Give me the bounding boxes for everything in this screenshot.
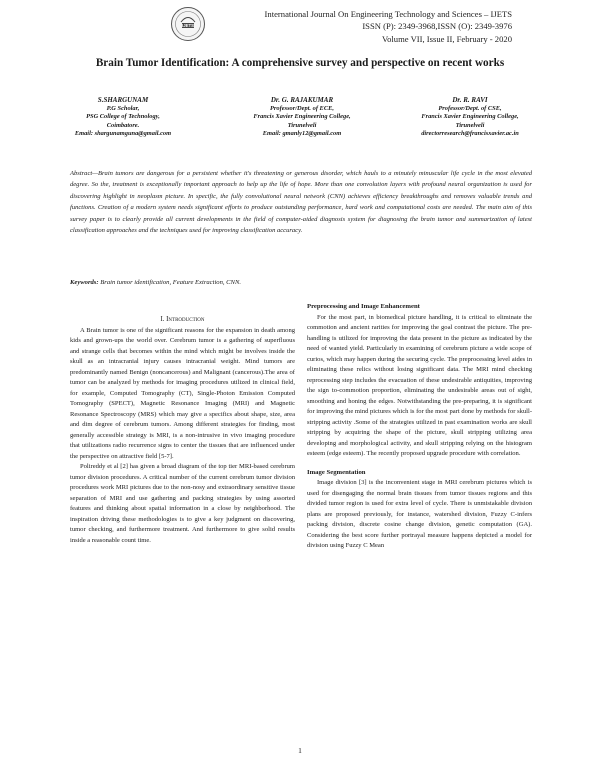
logo-text: IJETS <box>182 23 194 28</box>
paragraph: For the most part, in biomedical picture handling, it is critical to eliminate the commotion and ancient rarities for improving the goal contrast the picture. The pre-handling is utilized for improving the data present in the picture as indicated by the need of wanted yield. Particularly in examining of cerebrum picture a wide scope of curios, which may happen during the securing cycle. The preprocessing level aides in eliminating these relics without losing significant data. The MRI mind checking reprocessing step includes the evacuation of these undesirable antiquities, improving the sign to-commotion proportion, eliminating the undesirable areas out of sight, smoothing and honing the edges. Notwithstanding the pre-preparing, it is significant for improving the mind pictures which is for the most part done by methods for skull-stripping activity .Some of the strategies utilized in past examination works are skull stripping by acquiring the shape of the picture, skull stripping utilizing area developing and morphological activity, and skull stripping relying on the histogram esteem (edge esteem). The recently proposed upgrade procedure with correlation. <box>307 313 532 457</box>
paragraph: A Brain tumor is one of the significant reasons for the expansion in death among kids and grown-ups the world over. Cerebrum tumor is a gathering of superfluous and strange cells that becomes within the mind which might be involves inside the skull as an intracranial injury causes intracranial weight. Mind tumors are predominantly named Benign (noncancerous) and Malignant (cancerous).The area of tumor can be analyzed by methods for imaging procedures utilized in clinical field, for example, Computed Tomography (CT), Single-Photon Emission Computed Tomography (SPECT), Magnetic Resonance Imaging (MRI) and Magnetic Resonance Spectroscopy (MRS) which may give a specifics about shape, size, area and dim degree of cerebrum tumors. Among different strategies for finding, most generally accessible strategy is MRI, is a non-intrusive in vivo imaging procedure that utilizations radio recurrence signs to center the tissues that are influenced under the perspective on attractive field [5-7]. <box>70 326 295 460</box>
author-block <box>222 96 382 139</box>
page-number: 1 <box>298 746 302 755</box>
paragraph: Polireddy et al [2] has given a broad diagram of the top tier MRI-based cerebrum tumor division procedures. A critical number of the current cerebrum tumor division procedures work MRI pictures due to the non-nosy and extraordinary sensitive tissue separation of MRI and use gathering and packing strategies by using assorted features and thinking about spatial information in a close by neighborhood. The inspiration driving these methodologies is to give a key judgment on discovering, tumor checking, and furthermore treatment. And furthermore to give solid results inside a reasonable count time. <box>70 463 295 544</box>
author-name: Dr. G. RAJAKUMAR <box>270 96 334 104</box>
journal-name: International Journal On Engineering Technology and Sciences – IJETS <box>264 9 512 19</box>
author-affiliation: PSG College of Technology, <box>86 113 160 121</box>
paper-title: Brain Tumor Identification: A comprehensive survey and perspective on recent works <box>95 57 505 69</box>
author-email: Email: shargunamguna@gmail.com <box>74 130 172 138</box>
author-affiliation: Professor/Dept. of CSE, <box>438 104 502 112</box>
journal-header <box>265 8 512 45</box>
paragraph: Image division [3] is the inconvenient stage in MRI cerebrum pictures which is used for disengaging the normal brain tissues from tumor tissues regions and this divided tumor region is used for extra level of cycle. There is unmistakable division plans are proposed previously, for instance, watershed division, Fuzzy C-infers packing division, discrete cosine change division, genetic computation (GA). Considering the best score further portrayal measure happens depicted a model for division using Fuzzy C Mean <box>307 479 532 549</box>
author-name: Dr. R. RAVI <box>452 96 488 104</box>
journal-logo <box>170 6 206 42</box>
author-affiliation: Tirunelveli <box>287 121 317 129</box>
author-name: S.SHARGUNAM <box>97 96 149 104</box>
author-email: directorresearch@francisxavier.ac.in <box>421 130 519 138</box>
section-number: I. <box>160 316 165 323</box>
keywords <box>70 279 241 286</box>
subsection-heading: Image Segmentation <box>307 468 366 476</box>
author-block <box>385 96 555 139</box>
author-affiliation: Professor/Dept. of ECE, <box>270 104 334 112</box>
keywords-label: Keywords: <box>70 279 99 286</box>
keywords-text: Brain tumor identification, Feature Extraction, CNN. <box>98 279 242 286</box>
section-heading <box>70 315 295 326</box>
author-affiliation: Francis Xavier Engineering College, <box>421 113 519 121</box>
right-column <box>307 302 532 552</box>
author-block <box>48 96 198 139</box>
author-email: Email: gmanly12@gmail.com <box>262 130 342 138</box>
left-column <box>70 315 295 546</box>
section-title: Introduction <box>166 316 205 323</box>
abstract: Abstract—Brain tumors are dangerous for a persistent whether it's threatening or generous disorder, which hauls to a minutely minuscular life cycle in the most elevated degree. So the, treatment is exceptionally important approach to help up the life of hope. More than one convolution layers with profound neural organization is used for discovering highlight in neoplasm picture. In specific, the fully convolutional neural network (CNN) achieves efficiency breakthroughs and removes valuable trends and functions. Creation of a modern system needs significant efforts to produce outstanding performance, hard work and computational costs are needed. The main aim of this survey paper is to clearly provide all current developments in the field of computer-aided diagnosis system for diagnosing the brain tumor and summarization of latest classification approaches and the techniques used for improving classification accuracy. <box>70 170 532 235</box>
journal-issn: ISSN (P): 2349-3968,ISSN (O): 2349-3976 <box>362 21 512 32</box>
author-affiliation: Francis Xavier Engineering College, <box>253 113 351 121</box>
author-affiliation: Coimbatore. <box>106 121 140 129</box>
subsection-heading: Preprocessing and Image Enhancement <box>307 303 420 310</box>
author-affiliation: Tirunelveli <box>455 121 485 129</box>
journal-volume: Volume VII, Issue II, February - 2020 <box>382 33 512 44</box>
author-affiliation: P.G Scholar, <box>106 104 140 112</box>
